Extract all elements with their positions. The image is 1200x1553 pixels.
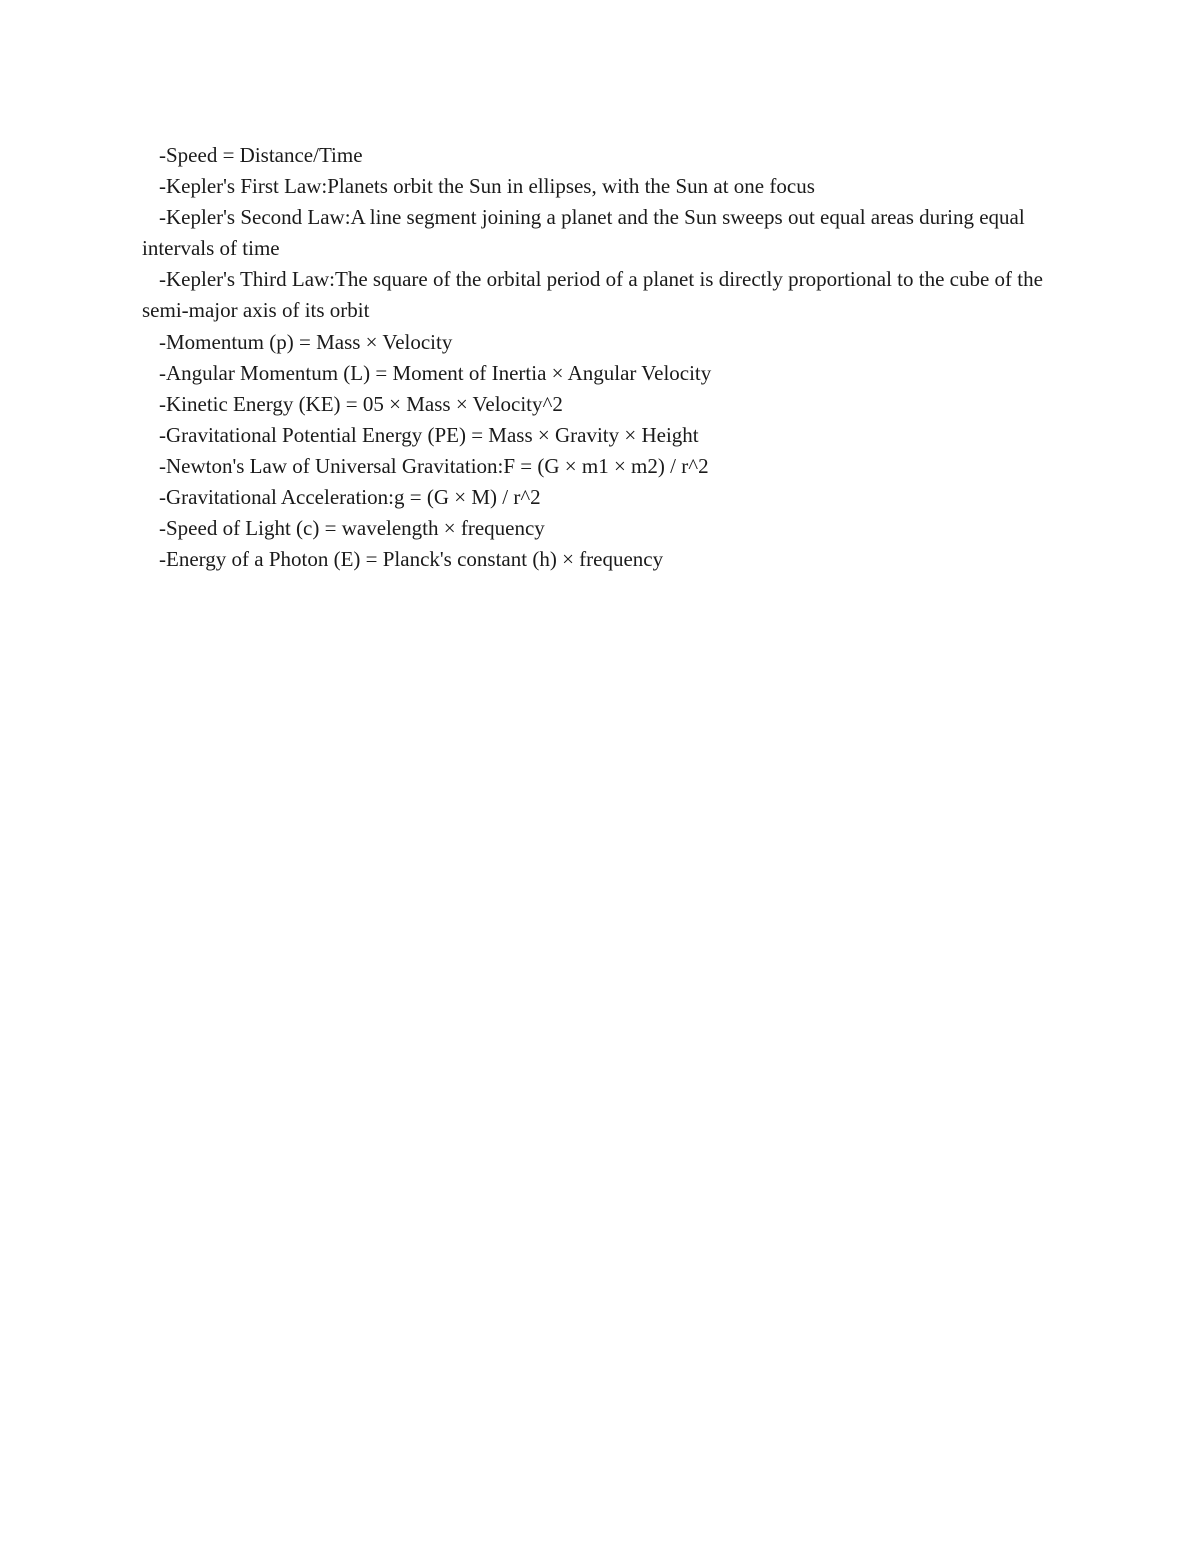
formula-line-kepler-third-law: -Kepler's Third Law:The square of the orbital period of a planet is directly proportional to the cube of the semi-major axis of its orbit bbox=[142, 267, 1043, 323]
formula-line-speed-of-light: -Speed of Light (c) = wavelength × frequency bbox=[159, 516, 545, 541]
formula-line-momentum: -Momentum (p) = Mass × Velocity bbox=[159, 329, 453, 354]
formula-line-speed: -Speed = Distance/Time bbox=[159, 143, 363, 167]
formula-line-photon-energy: -Energy of a Photon (E) = Planck's constant (h) × frequency bbox=[159, 547, 664, 572]
formula-line-angular-momentum: -Angular Momentum (L) = Moment of Inertia × Angular Velocity bbox=[159, 360, 712, 385]
formula-line-universal-gravitation: -Newton's Law of Universal Gravitation:F = (G × m1 × m2) / r^2 bbox=[159, 453, 709, 478]
formula-line-kepler-first-law: -Kepler's First Law:Planets orbit the Sun in ellipses, with the Sun at one focus bbox=[159, 174, 815, 199]
formula-line-kinetic-energy: -Kinetic Energy (KE) = 05 × Mass × Velocity^2 bbox=[159, 391, 563, 416]
formula-line-kepler-second-law: -Kepler's Second Law:A line segment joining a planet and the Sun sweeps out equal areas during equal intervals of time bbox=[142, 205, 1025, 261]
formula-list bbox=[142, 140, 1052, 575]
formula-line-gravitational-acceleration: -Gravitational Acceleration:g = (G × M) / r^2 bbox=[159, 485, 541, 510]
formula-line-gravitational-potential-energy: -Gravitational Potential Energy (PE) = Mass × Gravity × Height bbox=[159, 422, 699, 447]
